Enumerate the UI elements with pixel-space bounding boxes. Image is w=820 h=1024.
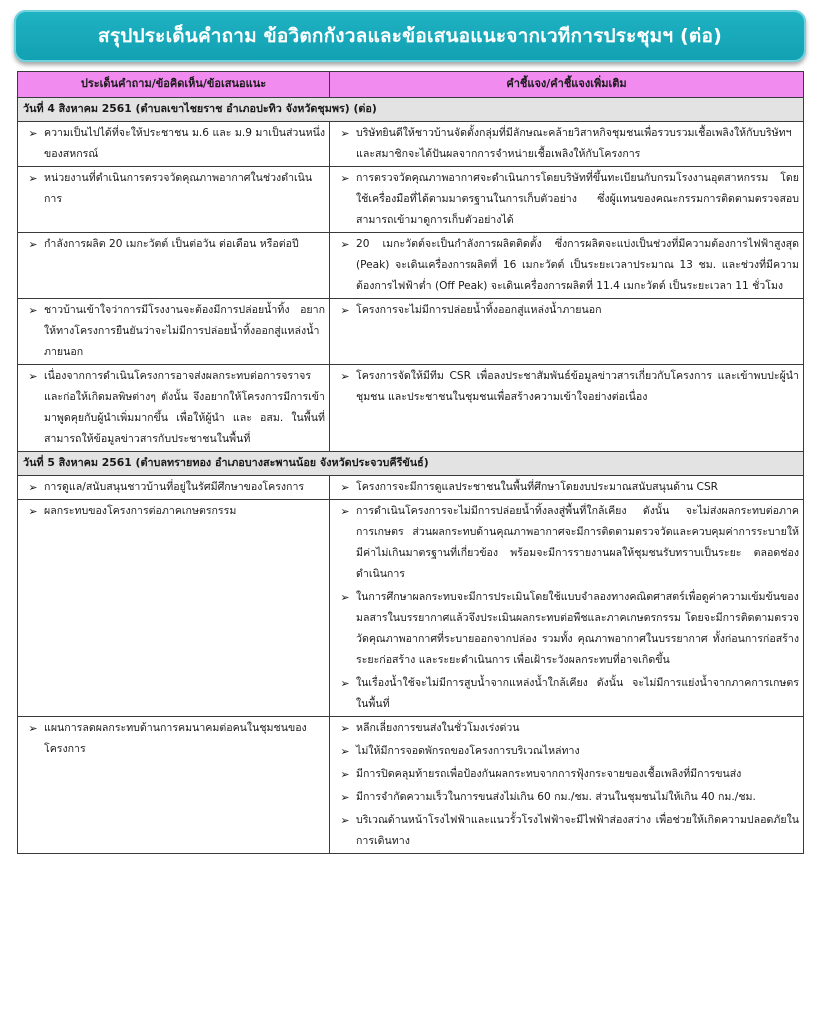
answer-item — [330, 809, 803, 853]
arrow-bullet-icon: ➢ — [28, 505, 38, 518]
table-header-row — [18, 72, 804, 98]
question-item — [18, 476, 329, 499]
answer-cell — [330, 500, 804, 717]
answer-item — [330, 365, 803, 409]
question-cell — [18, 717, 330, 854]
question-cell — [18, 122, 330, 167]
header-question: ประเด็นคำถาม/ข้อคิดเห็น/ข้อเสนอแนะ — [18, 72, 330, 98]
answer-item-text: 20 เมกะวัตต์จะเป็นกำลังการผลิตติดตั้ง ซึ่งการผลิตจะแบ่งเป็นช่วงที่มีความต้องการไฟฟ้าสูงสุด (Peak) จะเดินเครื่องการผลิตที่ 16 เมกะวัตต์ เป็นระยะเวลาประมาณ 13 ชม. และช่วงที่มีความต้องการไฟฟ้าต่ำ (Off Peak) จะเดินเครื่องการผลิตที่ 11.4 เมกะวัตต์ เป็นระยะเวลา 11 ชั่วโมง — [356, 238, 799, 292]
question-item — [18, 299, 329, 364]
arrow-bullet-icon: ➢ — [340, 677, 350, 690]
question-cell — [18, 476, 330, 500]
answer-item-text: บริเวณด้านหน้าโรงไฟฟ้าและแนวรั้วโรงไฟฟ้าจะมีไฟฟ้าส่องสว่าง เพื่อช่วยให้เกิดความปลอดภัยในการเดินทาง — [356, 814, 799, 847]
answer-cell — [330, 299, 804, 365]
question-item — [18, 717, 329, 761]
arrow-bullet-icon: ➢ — [340, 370, 350, 383]
answer-cell — [330, 233, 804, 299]
answer-item-text: มีการจำกัดความเร็วในการขนส่งไม่เกิน 60 กม./ชม. ส่วนในชุมชนไม่ให้เกิน 40 กม./ชม. — [356, 791, 756, 803]
answer-cell — [330, 476, 804, 500]
table-row — [18, 365, 804, 452]
question-item — [18, 167, 329, 211]
question-cell — [18, 365, 330, 452]
answer-item-text: โครงการจะมีการดูแลประชาชนในพื้นที่ศึกษาโดยงบประมาณสนับสนุนด้าน CSR — [356, 481, 719, 493]
answer-item-text: หลีกเลี่ยงการขนส่งในชั่วโมงเร่งด่วน — [356, 722, 520, 734]
arrow-bullet-icon: ➢ — [340, 481, 350, 494]
answer-item-text: มีการปิดคลุมท้ายรถเพื่อป้องกันผลกระทบจากการฟุ้งกระจายของเชื้อเพลิงที่มีการขนส่ง — [356, 768, 742, 780]
question-cell — [18, 299, 330, 365]
table-row — [18, 122, 804, 167]
answer-item — [330, 233, 803, 298]
arrow-bullet-icon: ➢ — [28, 172, 38, 185]
section-title: วันที่ 4 สิงหาคม 2561 (ตำบลเขาไชยราช อำเภอปะทิว จังหวัดชุมพร) (ต่อ) — [18, 98, 804, 122]
arrow-bullet-icon: ➢ — [340, 172, 350, 185]
arrow-bullet-icon: ➢ — [340, 591, 350, 604]
question-item — [18, 365, 329, 451]
question-cell — [18, 167, 330, 233]
arrow-bullet-icon: ➢ — [340, 791, 350, 804]
arrow-bullet-icon: ➢ — [28, 722, 38, 735]
answer-item-text: การตรวจวัดคุณภาพอากาศจะดำเนินการโดยบริษัทที่ขึ้นทะเบียนกับกรมโรงงานอุตสาหกรรม โดยใช้เครื่องมือที่ได้ตามมาตรฐานในการเก็บตัวอย่าง ซึ่งผู้แทนของคณะกรรมการติดตามตรวจสอบสามารถเข้ามาดูการเก็บตัวอย่างได้ — [356, 172, 799, 226]
question-item-text: การดูแล/สนับสนุนชาวบ้านที่อยู่ในรัศมีศึกษาของโครงการ — [44, 481, 305, 493]
answer-item — [330, 586, 803, 672]
answer-item — [330, 299, 803, 322]
table-row — [18, 717, 804, 854]
answer-item — [330, 740, 803, 763]
question-item — [18, 122, 329, 166]
title-banner — [14, 10, 806, 62]
arrow-bullet-icon: ➢ — [340, 238, 350, 251]
arrow-bullet-icon: ➢ — [28, 304, 38, 317]
qa-table — [17, 71, 804, 854]
question-cell — [18, 500, 330, 717]
question-item-text: กำลังการผลิต 20 เมกะวัตต์ เป็นต่อวัน ต่อเดือน หรือต่อปี — [44, 238, 299, 250]
arrow-bullet-icon: ➢ — [28, 481, 38, 494]
arrow-bullet-icon: ➢ — [340, 768, 350, 781]
answer-item — [330, 717, 803, 740]
arrow-bullet-icon: ➢ — [340, 745, 350, 758]
answer-item-text: บริษัทยินดีให้ชาวบ้านจัดตั้งกลุ่มที่มีลักษณะคล้ายวิสาหกิจชุมชนเพื่อรวบรวมเชื้อเพลิงให้กับบริษัทฯ และสมาชิกจะได้ปันผลจากการจำหน่ายเชื้อเพลิงให้กับโครงการ — [356, 127, 792, 160]
arrow-bullet-icon: ➢ — [340, 304, 350, 317]
answer-cell — [330, 717, 804, 854]
answer-item-text: การดำเนินโครงการจะไม่มีการปล่อยน้ำทิ้งลงสู่พื้นที่ใกล้เคียง ดังนั้น จะไม่ส่งผลกระทบต่อภาคการเกษตร ส่วนผลกระทบด้านคุณภาพอากาศจะมีการติดตามตรวจวัดและควบคุมค่าการระบายให้มีค่าไม่เกินมาตรฐานที่เกี่ยวข้อง พร้อมจะมีการรายงานผลให้ชุมชนรับทราบเป็นระยะ ตลอดช่องดำเนินการ — [356, 505, 799, 580]
section-title: วันที่ 5 สิงหาคม 2561 (ตำบลทรายทอง อำเภอบางสะพานน้อย จังหวัดประจวบคีรีขันธ์) — [18, 452, 804, 476]
table-row — [18, 233, 804, 299]
question-cell — [18, 233, 330, 299]
arrow-bullet-icon: ➢ — [28, 370, 38, 383]
question-item — [18, 233, 329, 256]
arrow-bullet-icon: ➢ — [340, 722, 350, 735]
question-item-text: เนื่องจากการดำเนินโครงการอาจส่งผลกระทบต่อการจราจรและก่อให้เกิดมลพิษต่างๆ ดังนั้น จึงอยากให้โครงการมีการเข้ามาพูดคุยกับผู้นำเพิ่มมากขึ้น เพื่อให้ผู้นำ และ อสม. ในพื้นที่สามารถให้ข้อมูลข่าวสารกับประชาชนในพื้นที่ — [44, 370, 325, 445]
answer-item — [330, 122, 803, 166]
answer-item — [330, 476, 803, 499]
question-item-text: ชาวบ้านเข้าใจว่าการมีโรงงานจะต้องมีการปล่อยน้ำทิ้ง อยากให้ทางโครงการยืนยันว่าจะไม่มีการปล่อยน้ำทิ้งออกสู่แหล่งน้ำภายนอก — [44, 304, 325, 358]
answer-item-text: ในเรื่องน้ำใช้จะไม่มีการสูบน้ำจากแหล่งน้ำใกล้เคียง ดังนั้น จะไม่มีการแย่งน้ำจากภาคการเกษตรในพื้นที่ — [356, 677, 799, 710]
section-row — [18, 452, 804, 476]
table-row — [18, 476, 804, 500]
question-item-text: แผนการลดผลกระทบด้านการคมนาคมต่อคนในชุมชนของโครงการ — [44, 722, 307, 755]
table-body — [18, 98, 804, 854]
question-item-text: ความเป็นไปได้ที่จะให้ประชาชน ม.6 และ ม.9 มาเป็นส่วนหนึ่งของสหกรณ์ — [44, 127, 325, 160]
arrow-bullet-icon: ➢ — [340, 814, 350, 827]
answer-cell — [330, 122, 804, 167]
answer-cell — [330, 167, 804, 233]
arrow-bullet-icon: ➢ — [28, 238, 38, 251]
answer-item — [330, 500, 803, 586]
page-title: สรุปประเด็นคำถาม ข้อวิตกกังวลและข้อเสนอแนะจากเวทีการประชุมฯ (ต่อ) — [98, 25, 722, 47]
answer-cell — [330, 365, 804, 452]
question-item-text: ผลกระทบของโครงการต่อภาคเกษตรกรรม — [44, 505, 237, 517]
answer-item-text: ไม่ให้มีการจอดพักรถของโครงการบริเวณไหล่ทาง — [356, 745, 580, 757]
question-item — [18, 500, 329, 523]
answer-item-text: โครงการจัดให้มีทีม CSR เพื่อลงประชาสัมพันธ์ข้อมูลข่าวสารเกี่ยวกับโครงการ และเข้าพบปะผู้นำชุมชน และประชาชนในชุมชนเพื่อสร้างความเข้าใจอย่างต่อเนื่อง — [356, 370, 799, 403]
answer-item — [330, 763, 803, 786]
answer-item-text: ในการศึกษาผลกระทบจะมีการประเมินโดยใช้แบบจำลองทางคณิตศาสตร์เพื่อดูค่าความเข้มข้นของมลสารในบรรยากาศแล้วจึงประเมินผลกระทบต่อพืชและภาคเกษตรกรรม โดยจะมีการติดตามตรวจวัดคุณภาพอากาศที่ระบายออกจากปล่อง รวมทั้ง คุณภาพอากาศในบรรยากาศ ทั้งก่อนการก่อสร้าง ระยะก่อสร้าง และระยะดำเนินการ เพื่อเฝ้าระวังผลกระทบที่อาจเกิดขึ้น — [356, 591, 799, 666]
table-row — [18, 500, 804, 717]
question-item-text: หน่วยงานที่ดำเนินการตรวจวัดคุณภาพอากาศในช่วงดำเนินการ — [44, 172, 313, 205]
arrow-bullet-icon: ➢ — [340, 127, 350, 140]
answer-item-text: โครงการจะไม่มีการปล่อยน้ำทิ้งออกสู่แหล่งน้ำภายนอก — [356, 304, 602, 316]
answer-item — [330, 167, 803, 232]
arrow-bullet-icon: ➢ — [28, 127, 38, 140]
arrow-bullet-icon: ➢ — [340, 505, 350, 518]
answer-item — [330, 786, 803, 809]
header-answer: คำชี้แจง/คำชี้แจงเพิ่มเติม — [330, 72, 804, 98]
table-row — [18, 167, 804, 233]
answer-item — [330, 672, 803, 716]
section-row — [18, 98, 804, 122]
table-row — [18, 299, 804, 365]
